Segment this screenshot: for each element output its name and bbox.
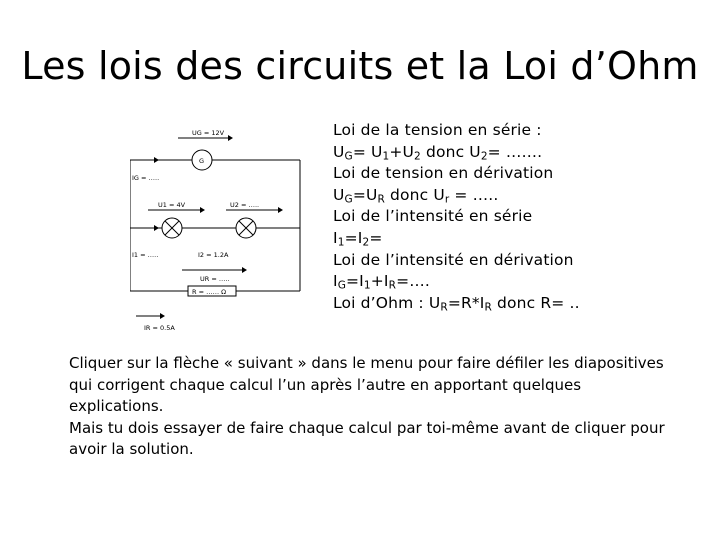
law-parallel-current-heading: Loi de l’intensité en dérivation bbox=[333, 250, 574, 269]
generator-label: G bbox=[199, 157, 205, 165]
circuit-diagram bbox=[130, 118, 310, 338]
law-series-voltage-heading: Loi de la tension en série : bbox=[333, 121, 542, 139]
label-ig: IG = ….. bbox=[132, 174, 160, 182]
instructions-text bbox=[69, 353, 669, 461]
instructions-line: avoir la solution. bbox=[69, 440, 194, 458]
label-ug: UG = 12V bbox=[192, 129, 225, 137]
law-series-voltage-equation: $U_G= U_1+U_2$ donc $U_2=$ ……. bbox=[333, 142, 543, 163]
label-u1: U1 = 4V bbox=[158, 201, 186, 209]
label-u2: U2 = ….. bbox=[230, 201, 260, 209]
law-parallel-current-equation: $I_G=I_1+I_R=\dots$. bbox=[333, 272, 430, 292]
law-parallel-voltage-equation: $U_G=U_R$ donc $U_r$ = ….. bbox=[333, 185, 499, 206]
label-ur: UR = ….. bbox=[200, 275, 230, 283]
instructions-line: Mais tu dois essayer de faire chaque calcul par toi-même avant de cliquer pour bbox=[69, 418, 665, 437]
law-series-current-heading: Loi de l’intensité en série bbox=[333, 207, 533, 226]
instructions-line: Cliquer sur la flèche « suivant » dans le menu pour faire défiler les diapositives bbox=[69, 354, 664, 372]
instructions-line: qui corrigent chaque calcul l’un après l’autre en apportant quelques bbox=[69, 375, 582, 394]
label-i2: I2 = 1.2A bbox=[198, 251, 229, 259]
circuit-laws-text bbox=[333, 120, 713, 314]
label-i1: I1 = ….. bbox=[132, 251, 159, 259]
law-parallel-voltage-heading: Loi de tension en dérivation bbox=[333, 164, 554, 183]
label-r: R = …… Ω bbox=[192, 288, 227, 296]
ohm-law-equation: Loi d’Ohm : $U_R=R*I_R$ donc R= .. bbox=[333, 293, 580, 314]
label-ir: IR = 0.5A bbox=[144, 324, 175, 332]
instructions-line: explications. bbox=[69, 397, 164, 415]
law-series-current-equation: $I_1=I_2=$ bbox=[333, 228, 383, 249]
slide-title: Les lois des circuits et la Loi d’Ohm bbox=[21, 44, 699, 88]
